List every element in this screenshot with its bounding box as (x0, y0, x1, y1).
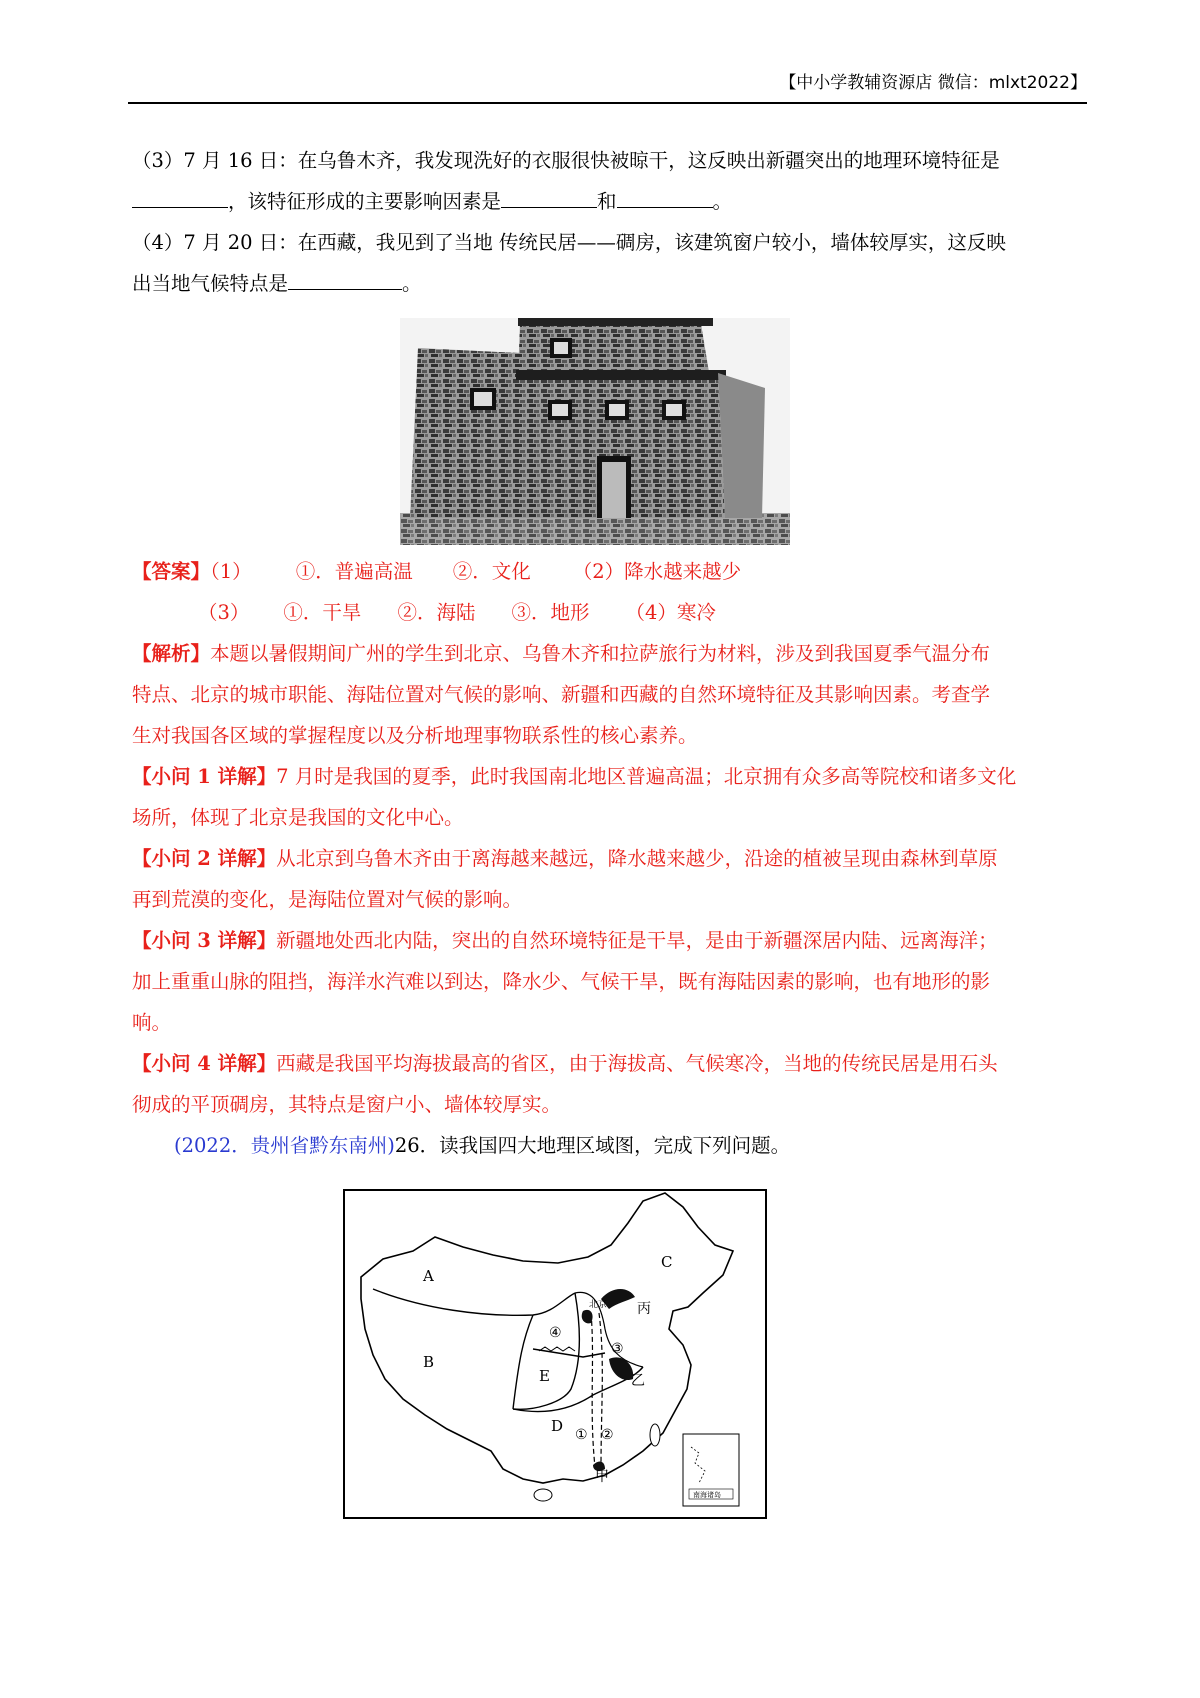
label-region-a: A (423, 1267, 434, 1285)
question-source: (2022．贵州省黔东南州) (174, 1134, 395, 1157)
header-text: 【中小学教辅资源店 微信：mlxt2022】 (779, 73, 1087, 93)
detail-line: 响。 (132, 1011, 172, 1034)
tibetan-house-drawing (400, 318, 790, 545)
label-circle-2: ② (601, 1427, 614, 1443)
detail-line: 彻成的平顶碉房，其特点是窗户小、墙体较厚实。 (132, 1093, 562, 1116)
label-region-c: C (661, 1253, 673, 1271)
question-text: 26．读我国四大地理区域图，完成下列问题。 (394, 1134, 791, 1157)
label-region-e: E (539, 1367, 550, 1385)
detail-line: 【小问 2 详解】从北京到乌鲁木齐由于离海越来越远，降水越来越少，沿途的植被呈现由森林到草原 (132, 847, 998, 870)
label-beijing: 北京 (589, 1300, 608, 1310)
label-circle-4: ④ (549, 1325, 562, 1341)
answer-blank[interactable] (132, 185, 228, 208)
page-header (128, 70, 1087, 104)
analysis-line: 特点、北京的城市职能、海陆位置对气候的影响、新疆和西藏的自然环境特征及其影响因素。考查学 (132, 683, 991, 706)
detail-line: 【小问 1 详解】7 月时是我国的夏季，此时我国南北地区普遍高温；北京拥有众多高等院校和诸多文化 (132, 765, 1017, 788)
answer-blank[interactable] (288, 267, 402, 290)
map-drawing (343, 1189, 767, 1519)
detail-line: 再到荒漠的变化，是海陆位置对气候的影响。 (132, 888, 523, 911)
label-jia: 甲 (595, 1469, 609, 1485)
next-question (132, 1125, 1087, 1166)
answer-blank[interactable] (501, 185, 597, 208)
label-circle-3: ③ (611, 1341, 624, 1357)
label-bing: 丙 (637, 1301, 651, 1317)
document-body (132, 140, 1087, 1166)
q3-line1: （3）7 月 16 日：在乌鲁木齐，我发现洗好的衣服很快被晾干，这反映出新疆突出的地理环境特征是 (132, 149, 1000, 172)
tibetan-house-photo (400, 318, 790, 545)
q3-line2: ，该特征形成的主要影响因素是 和 。 (132, 181, 1087, 222)
q4-line2: 出当地气候特点是 。 (132, 263, 1087, 304)
answer-line2: （3） ①．干旱 ②．海陆 ③．地形 （4）寒冷 (198, 601, 716, 624)
label-circle-1: ① (575, 1427, 588, 1443)
detail-line: 【小问 3 详解】新疆地处西北内陆，突出的自然环境特征是干旱，是由于新疆深居内陆、远离海洋； (132, 929, 998, 952)
detail-line: 【小问 4 详解】西藏是我国平均海拔最高的省区，由于海拔高、气候寒冷，当地的传统民居是用石头 (132, 1052, 998, 1075)
q4-line1: （4）7 月 20 日：在西藏，我见到了当地 传统民居——碉房，该建筑窗户较小，墙体较厚实，这反映 (132, 231, 1006, 254)
detail-line: 场所，体现了北京是我国的文化中心。 (132, 806, 464, 829)
answer-blank[interactable] (617, 185, 713, 208)
label-yi: 乙 (631, 1373, 645, 1389)
analysis-line: 生对我国各区域的掌握程度以及分析地理事物联系性的核心素养。 (132, 724, 698, 747)
label-inset: 南海诸岛 (693, 1491, 721, 1499)
analysis-line: 【解析】本题以暑假期间广州的学生到北京、乌鲁木齐和拉萨旅行为材料，涉及到我国夏季气温分布 (132, 642, 991, 665)
label-region-d: D (551, 1417, 564, 1435)
china-regions-map (343, 1189, 767, 1519)
detail-line: 加上重重山脉的阻挡，海洋水汽难以到达，降水少、气候干旱，既有海陆因素的影响，也有地形的影 (132, 970, 991, 993)
answer-line1: 【答案】（1） ①．普遍高温 ②．文化 （2）降水越来越少 (132, 560, 742, 583)
label-region-b: B (423, 1353, 435, 1371)
